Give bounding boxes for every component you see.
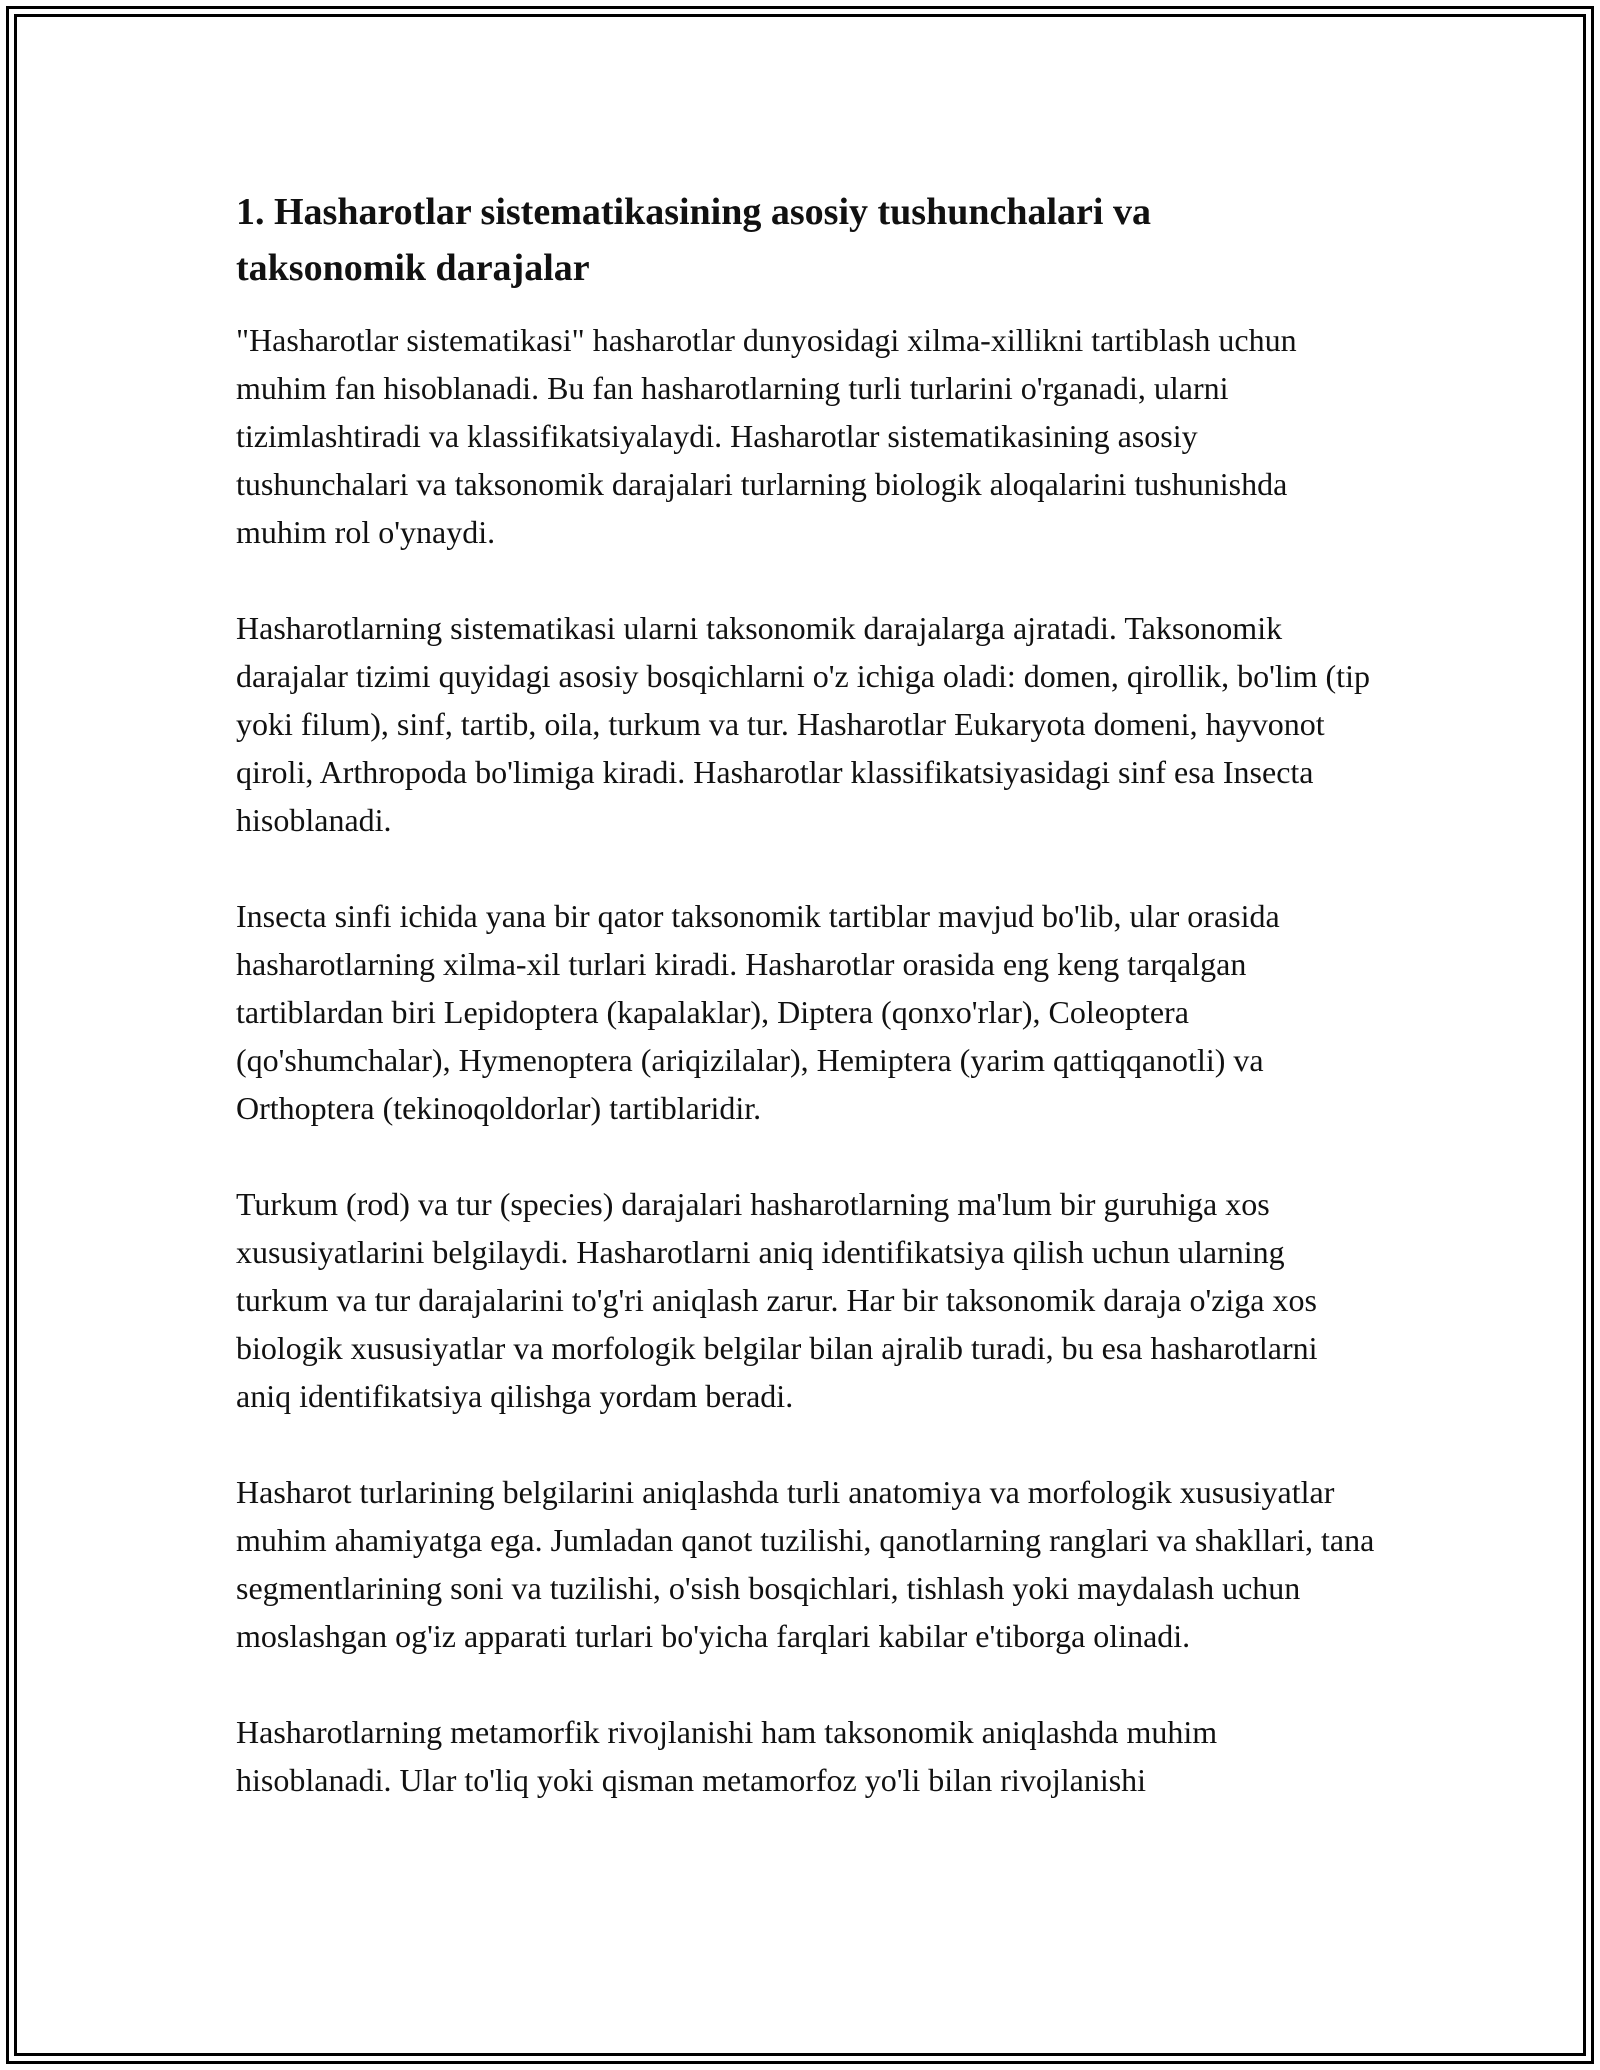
paragraph: Hasharotlarning metamorfik rivojlanishi ham taksonomik aniqlashda muhim hisoblanadi. Ular to'liq yoki qisman metamorfoz yo'li bilan rivojlanishi [236,1714,1218,1798]
document-body [236,184,1376,1804]
paragraph: Hasharotlarning sistematikasi ularni taksonomik darajalarga ajratadi. Taksonomik darajalar tizimi quyidagi asosiy bosqichlarni o'z ichiga oladi: domen, qirollik, bo'lim (tip yoki filum), sinf, tartib, oila, turkum va tur. Hasharotlar Eukaryota domeni, hayvonot qiroli, Arthropoda bo'limiga kiradi. Hasharotlar klassifikatsiyasidagi sinf esa Insecta hisoblanadi. [236,610,1370,838]
paragraph: Turkum (rod) va tur (species) darajalari hasharotlarning ma'lum bir guruhiga xos xususiyatlarini belgilaydi. Hasharotlarni aniq identifikatsiya qilish uchun ularning turkum va tur darajalarini to'g'ri aniqlash zarur. Har bir taksonomik daraja o'ziga xos biologik xususiyatlar va morfologik belgilar bilan ajralib turadi, bu esa hasharotlarni aniq identifikatsiya qilishga yordam beradi. [236,1186,1318,1414]
section-heading: 1. Hasharotlar sistematikasining asosiy tushunchalari va taksonomik darajalar [236,191,1151,289]
paragraph: "Hasharotlar sistematikasi" hasharotlar dunyosidagi xilma-xillikni tartiblash uchun muhim fan hisoblanadi. Bu fan hasharotlarning turli turlarini o'rganadi, ularni tizimlashtiradi va klassifikatsiyalaydi. Hasharotlar sistematikasining asosiy tushunchalari va taksonomik darajalari turlarning biologik aloqalarini tushunishda muhim rol o'ynaydi. [236,322,1297,550]
paragraph: Hasharot turlarining belgilarini aniqlashda turli anatomiya va morfologik xususiyatlar muhim ahamiyatga ega. Jumladan qanot tuzilishi, qanotlarning ranglari va shakllari, tana segmentlarining soni va tuzilishi, o'sish bosqichlari, tishlash yoki maydalash uchun moslashgan og'iz apparati turlari bo'yicha farqlari kabilar e'tiborga olinadi. [236,1474,1375,1654]
paragraph: Insecta sinfi ichida yana bir qator taksonomik tartiblar mavjud bo'lib, ular orasida hasharotlarning xilma-xil turlari kiradi. Hasharotlar orasida eng keng tarqalgan tartiblardan biri Lepidoptera (kapalaklar), Diptera (qonxo'rlar), Coleoptera (qo'shumchalar), Hymenoptera (ariqizilalar), Hemiptera (yarim qattiqqanotli) va Orthoptera (tekinoqoldorlar) tartiblaridir. [236,898,1280,1126]
